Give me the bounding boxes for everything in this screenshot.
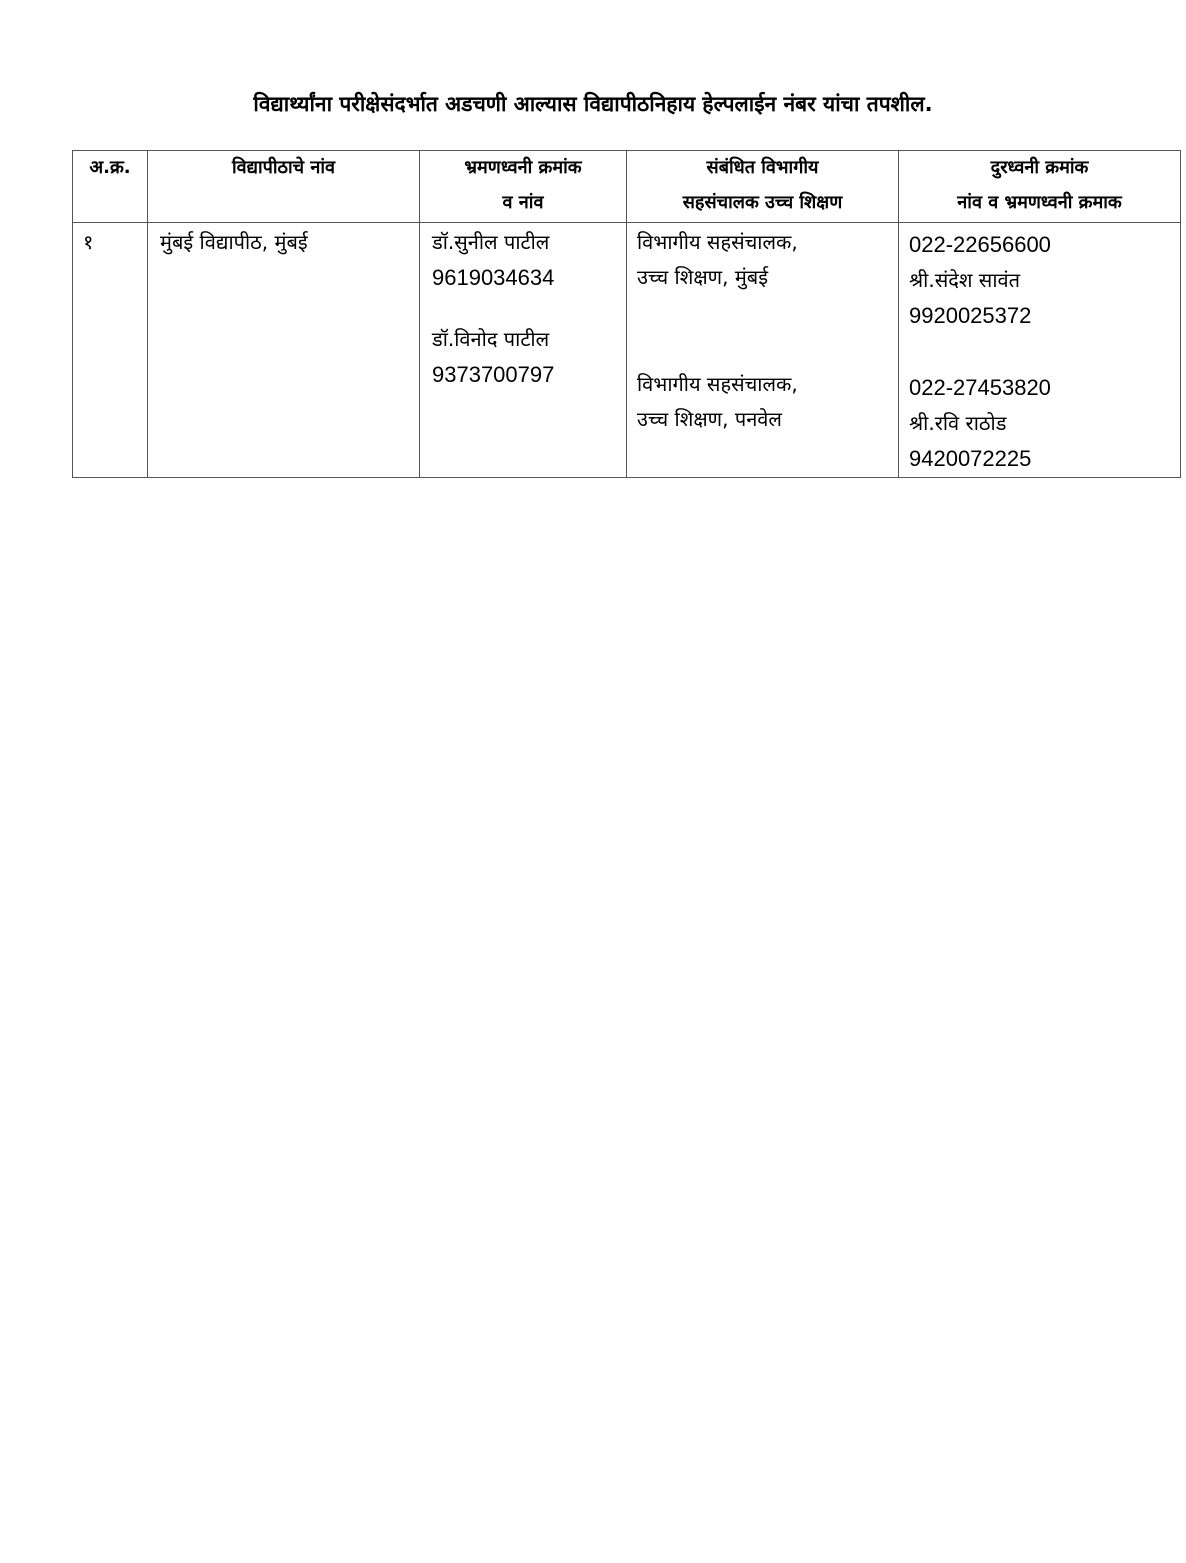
header-telephone-line1: दुरध्वनी क्रमांक <box>990 157 1089 178</box>
header-serial-label: अ.क्र. <box>89 157 131 178</box>
header-mobile-name-line2: व नांव <box>502 192 544 213</box>
serial-cell <box>73 223 148 478</box>
office-line1: विभागीय सहसंचालक, <box>637 230 798 254</box>
header-serial <box>73 151 148 223</box>
table-header-row <box>73 151 1181 223</box>
office-contact-name: श्री.संदेश सावंत <box>909 268 1021 292</box>
contact-name: डॉ.सुनील पाटील <box>432 230 550 254</box>
contacts-cell <box>420 223 627 478</box>
contact-mobile: 9619034634 <box>432 265 555 290</box>
contact-mobile: 9373700797 <box>432 362 555 387</box>
office-contact-name: श्री.रवि राठोड <box>909 411 1007 435</box>
header-telephone <box>899 151 1181 223</box>
table-row <box>73 223 1181 478</box>
header-university-label: विद्यापीठाचे नांव <box>231 157 336 178</box>
university-cell <box>148 223 420 478</box>
offices-cell <box>627 223 899 478</box>
office-contacts-cell <box>899 223 1181 478</box>
header-joint-director-line1: संबंधित विभागीय <box>706 157 819 178</box>
office-line2: उच्च शिक्षण, पनवेल <box>637 407 782 431</box>
page-title: विद्यार्थ्यांना परीक्षेसंदर्भात अडचणी आल्यास विद्यापीठनिहाय हेल्पलाईन नंबर यांचा तपशील. <box>253 92 933 116</box>
office-line1: विभागीय सहसंचालक, <box>637 372 798 396</box>
header-mobile-name-line1: भ्रमणध्वनी क्रमांक <box>464 157 582 178</box>
university-name: मुंबई विद्यापीठ, मुंबई <box>160 230 308 254</box>
office-phone: 022-22656600 <box>909 232 1051 257</box>
header-joint-director-line2: सहसंचालक उच्च शिक्षण <box>682 192 843 213</box>
contact-name: डॉ.विनोद पाटील <box>432 327 550 351</box>
office-line2: उच्च शिक्षण, मुंबई <box>637 265 769 289</box>
serial-number: १ <box>83 230 94 254</box>
office-phone: 022-27453820 <box>909 375 1051 400</box>
helpline-table <box>72 150 1181 478</box>
header-joint-director <box>627 151 899 223</box>
header-telephone-line2: नांव व भ्रमणध्वनी क्रमाक <box>957 192 1122 213</box>
office-contact-mobile: 9420072225 <box>909 446 1032 471</box>
header-university <box>148 151 420 223</box>
header-mobile-name <box>420 151 627 223</box>
office-contact-mobile: 9920025372 <box>909 303 1032 328</box>
